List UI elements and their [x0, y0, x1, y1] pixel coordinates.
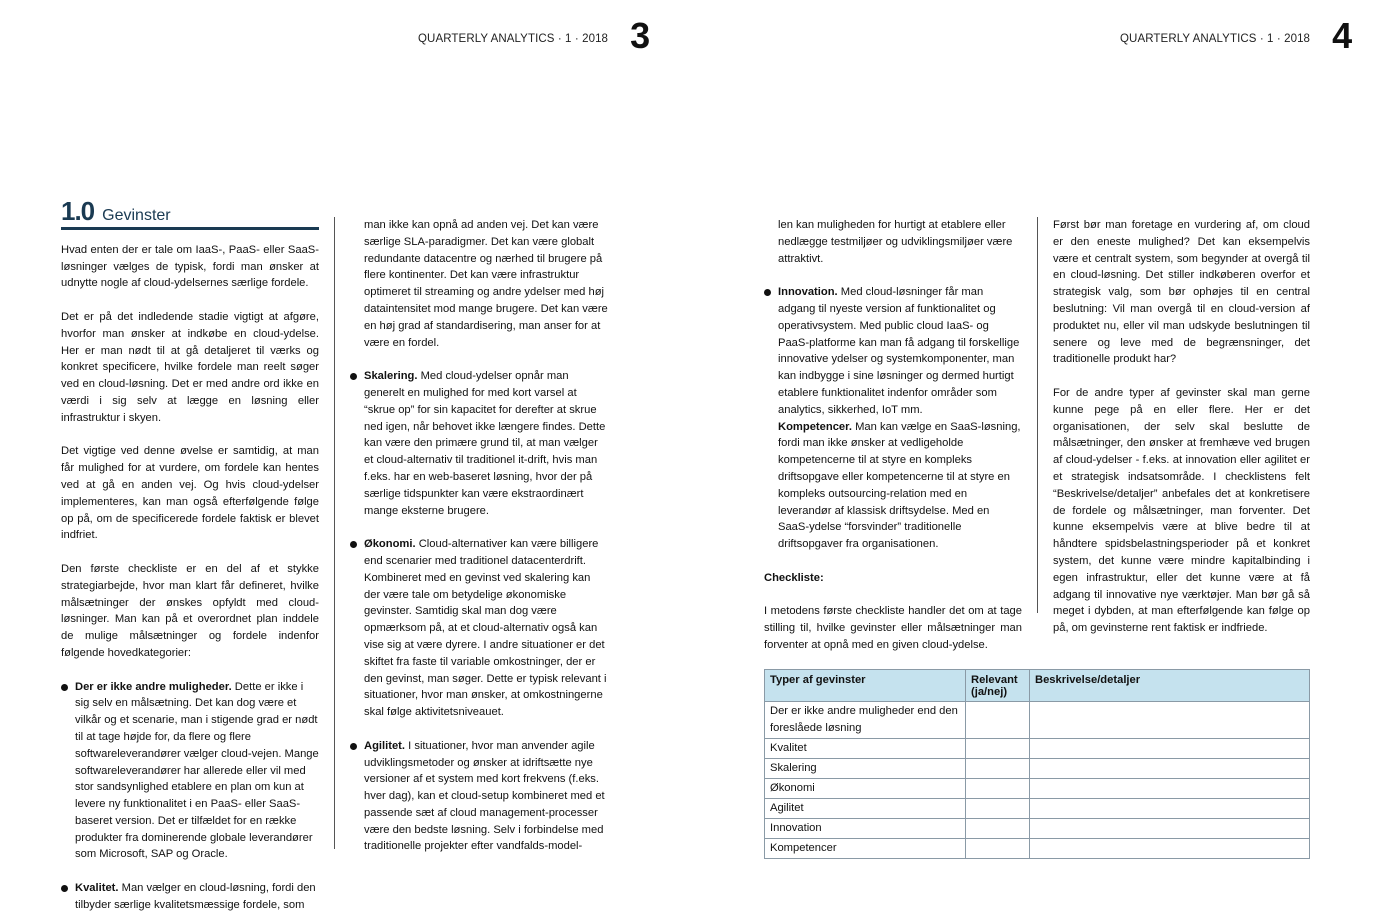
bullet-lead: Agilitet.	[364, 739, 406, 752]
running-title: QUARTERLY ANALYTICS · 1 · 2018	[1120, 33, 1311, 45]
column-divider	[1037, 217, 1038, 613]
paragraph: For de andre typer af gevinster skal man gerne kunne pege på en eller flere. Her er det organisationen, der selv skal beslutte de målsætninger, den ønsker at fremhæve ved brugen af cloud-ydelser - f.eks. at innovation eller agilitet er et strategisk indsatsområde. I checklistens felt “Beskrivelse/detaljer” anbefales det at konkretisere de fordele og målsætninger, man forventer. Det kunne eksempelvis være at blive bedre til at håndtere spidsbelastningsperioder på et konkret system, det kunne være mindre kapitalbinding i egen infrastruktur, eller det kunne være at få adgang til innovative nye værktøjer. Man bør gå så meget i dybden, at man efterfølgende kan følge op på, om gevinsterne rent faktisk er indfriede.	[1053, 386, 1310, 635]
column-header: Relevant (ja/nej)	[966, 670, 1030, 702]
bullet-item	[61, 679, 319, 864]
relevant-cell[interactable]	[966, 759, 1030, 779]
paragraph: Det er på det indledende stadie vigtigt at afgøre, hvorfor man ønsker at indkøbe en cloud-ydelse. Her er man nødt til at gå detaljeret til værks og konkret specificere, hvilke fordele man reelt søger ved en cloud-løsning. Det er med andre ord ikke en værdi i sig selv at lægge en løsning eller infrastruktur i skyen.	[61, 310, 319, 424]
bullet-icon	[350, 373, 357, 380]
gain-type-cell: Økonomi	[765, 779, 966, 799]
relevant-cell[interactable]	[966, 702, 1030, 739]
paragraph: man ikke kan opnå ad anden vej. Det kan være særlige SLA-paradigmer. Det kan være globalt redundante datacentre og nærhed til brugere på flere kontinenter. Det kan være infrastruktur optimeret til streaming og andre ydelser med høj dataintensitet mod mange brugere. Det kan være en høj grad af standardisering, man anser for at være en fordel.	[364, 219, 608, 349]
checklist-heading: Checkliste:	[764, 571, 824, 584]
page-header-right	[1120, 16, 1352, 56]
column-3	[764, 217, 1022, 671]
gain-type-cell: Skalering	[765, 759, 966, 779]
bullet-icon	[350, 541, 357, 548]
bullet-icon	[350, 743, 357, 750]
description-cell[interactable]	[1030, 759, 1310, 779]
bullet-item	[350, 738, 608, 856]
bullet-lead: Der er ikke andre muligheder.	[75, 680, 232, 693]
checklist-table	[764, 669, 1310, 859]
bullet-item	[350, 536, 608, 721]
bullet-icon	[764, 289, 771, 296]
bullet-lead: Kvalitet.	[75, 882, 119, 895]
bullet-icon	[61, 684, 68, 691]
table-header-row	[765, 670, 1310, 702]
table-row	[765, 759, 1310, 779]
bullet-list	[61, 679, 319, 914]
paragraph: len kan muligheden for hurtigt at etablere eller nedlægge testmiljøer og udviklingsmiljøer være attraktivt.	[778, 219, 1013, 265]
description-cell[interactable]	[1030, 799, 1310, 819]
paragraph: Det vigtige ved denne øvelse er samtidig, at man får mulighed for at vurdere, om fordele kan hentes ved at gå en anden vej. Og hvis cloud-ydelser implementeres, kan man også efterfølgende følge op på, om de specificerede fordele faktisk er blevet indfriet.	[61, 445, 319, 542]
column-header: Beskrivelse/detaljer	[1030, 670, 1310, 702]
table-row	[765, 819, 1310, 839]
bullet-item	[350, 368, 608, 519]
gain-type-cell: Innovation	[765, 819, 966, 839]
column-4	[1053, 217, 1310, 654]
bullet-text: Cloud-alternativer kan være billigere end scenarier med traditionel datacenterdrift. Kombineret med en gevinst ved skalering kan der være tale om betydelige økonomiske gevinster. Samtidig skal man dog være opmærksom på, at et cloud-alternativ også kan vise sig at være dyrere. I andre situationer er det skiftet fra faste til variable omkostninger, der er den gevinst, man søger. Dette er typisk relevant i situationer, hvor man ønsker, at omkostningerne skal følge aktivitetsniveauet.	[364, 538, 607, 719]
section-number: 1.0	[61, 196, 95, 226]
bullet-text: Man vælger en cloud-løsning, fordi den tilbyder særlige kvalitetsmæssige fordele, som	[75, 882, 316, 911]
section-title	[61, 196, 319, 226]
page-header-left	[418, 16, 650, 56]
relevant-cell[interactable]	[966, 819, 1030, 839]
checklist-text: I metodens første checkliste handler det om at tage stilling til, hvilke gevinster eller målsætninger man forventer at opnå med en given cloud-ydelse.	[764, 605, 1022, 651]
relevant-cell[interactable]	[966, 799, 1030, 819]
column-header: Typer af gevinster	[765, 670, 966, 702]
bullet-lead: Økonomi.	[364, 538, 416, 551]
bullet-text: Med cloud-ydelser opnår man generelt en mulighed for med kort varsel at “skrue op” for sin kapacitet for derefter at skrue ned igen, når behovet ikke længere findes. Dette kan være den primære grund til, at man vælger et cloud-alternativ til traditionel it-drift, hvis man f.eks. har en web-baseret løsning, hvor der på særlige tidspunkter kan være ekstraordinært mange eksterne brugere.	[364, 370, 606, 517]
paragraph: Den første checkliste er en del af et stykke strategiarbejde, hvor man klart får defineret, hvilke målsætninger der ønskes opfyldt med cloud-løsninger. Man kan på et overordnet plan inddele de mulige målsætninger og fordele indenfor følgende hovedkategorier:	[61, 562, 319, 659]
gain-type-cell: Kompetencer	[765, 839, 966, 859]
description-cell[interactable]	[1030, 702, 1310, 739]
description-cell[interactable]	[1030, 779, 1310, 799]
bullet-text: Man kan vælge en SaaS-løsning, fordi man ikke ønsker at vedligeholde kompetencerne til at styre en kompleks driftsopgave eller kompetencerne til at styre en kompleks outsourcing-relation med en leverandør af klassisk driftsydelse. Med en SaaS-ydelse “forsvinder” traditionelle driftsopgaver fra organisationen.	[778, 420, 1021, 551]
section-heading: Gevinster	[102, 207, 171, 224]
bullet-list	[350, 368, 608, 855]
description-cell[interactable]	[1030, 739, 1310, 759]
page-number: 3	[630, 15, 651, 56]
page-number: 4	[1332, 15, 1353, 56]
relevant-cell[interactable]	[966, 779, 1030, 799]
bullet-item	[764, 284, 1022, 418]
bullet-lead: Innovation.	[778, 286, 838, 299]
bullet-text: I situationer, hvor man anvender agile udviklingsmetoder og ønsker at idriftsætte nye versioner af et system med kort frekvens (f.eks. hver dag), kan et cloud-setup kombineret med et passende sæt af cloud management-processer være den bedste løsning. Selv i forbindelse med traditionelle projekter efter vandfalds-model-	[364, 739, 605, 853]
bullet-lead: Kompetencer.	[778, 420, 852, 433]
relevant-cell[interactable]	[966, 839, 1030, 859]
gain-type-cell: Agilitet	[765, 799, 966, 819]
description-cell[interactable]	[1030, 839, 1310, 859]
table-row	[765, 702, 1310, 739]
gain-type-cell: Der er ikke andre muligheder end den foreslåede løsning	[765, 702, 966, 739]
paragraph: Først bør man foretage en vurdering af, om cloud er den eneste mulighed? Det kan eksempelvis være et centralt system, som begynder at overgå til en cloud-løsning. Det stiller indkøberen overfor et strategisk valg, som bør ophøjes til en central beslutning: Vil man overgå til en cloud-version af produktet nu, eller vil man udskyde beslutningen til senere og leve med de begrænsninger, det traditionelle produkt har?	[1053, 219, 1310, 366]
bullet-text: Dette er ikke i sig selv en målsætning. Det kan dog være et vilkår og et scenarie, man i stigende grad er nødt til at tage højde for, da flere og flere softwareleverandører vælger cloud-vejen. Mange softwareleverandører har allerede eller vil med stor sandsynlighed etablere en plan om kun at levere ny funktionalitet i en PaaS- eller SaaS-baseret version. Det er tilfældet for en række produkter fra dominerende globale leverandører som Microsoft, SAP og Oracle.	[75, 680, 319, 861]
bullet-text: Med cloud-løsninger får man adgang til nyeste version af funktionalitet og operativsystem. Med public cloud IaaS- og PaaS-platforme kan man få adgang til forskellige innovative ydelser og systemkomponenter, man kan indbygge i sine løsninger og dermed hurtigt etablere funktionalitet indenfor områder som analytics, sikkerhed, IoT mm.	[778, 286, 1020, 416]
title-underline	[61, 227, 319, 230]
description-cell[interactable]	[1030, 819, 1310, 839]
table-row	[765, 799, 1310, 819]
bullet-icon	[61, 885, 68, 892]
gain-type-cell: Kvalitet	[765, 739, 966, 759]
table-row	[765, 779, 1310, 799]
bullet-item	[61, 880, 319, 914]
bullet-list	[764, 284, 1022, 553]
paragraph: Hvad enten der er tale om IaaS-, PaaS- eller SaaS-løsninger vælges de typisk, fordi man ønsker at udnytte nogle af cloud-ydelsernes særlige fordele.	[61, 243, 319, 290]
column-2	[350, 217, 608, 855]
bullet-item	[764, 419, 1022, 553]
running-title: QUARTERLY ANALYTICS · 1 · 2018	[418, 33, 609, 45]
bullet-lead: Skalering.	[364, 370, 418, 383]
column-1	[61, 196, 319, 914]
relevant-cell[interactable]	[966, 739, 1030, 759]
table-row	[765, 739, 1310, 759]
column-divider	[334, 217, 335, 849]
table-row	[765, 839, 1310, 859]
